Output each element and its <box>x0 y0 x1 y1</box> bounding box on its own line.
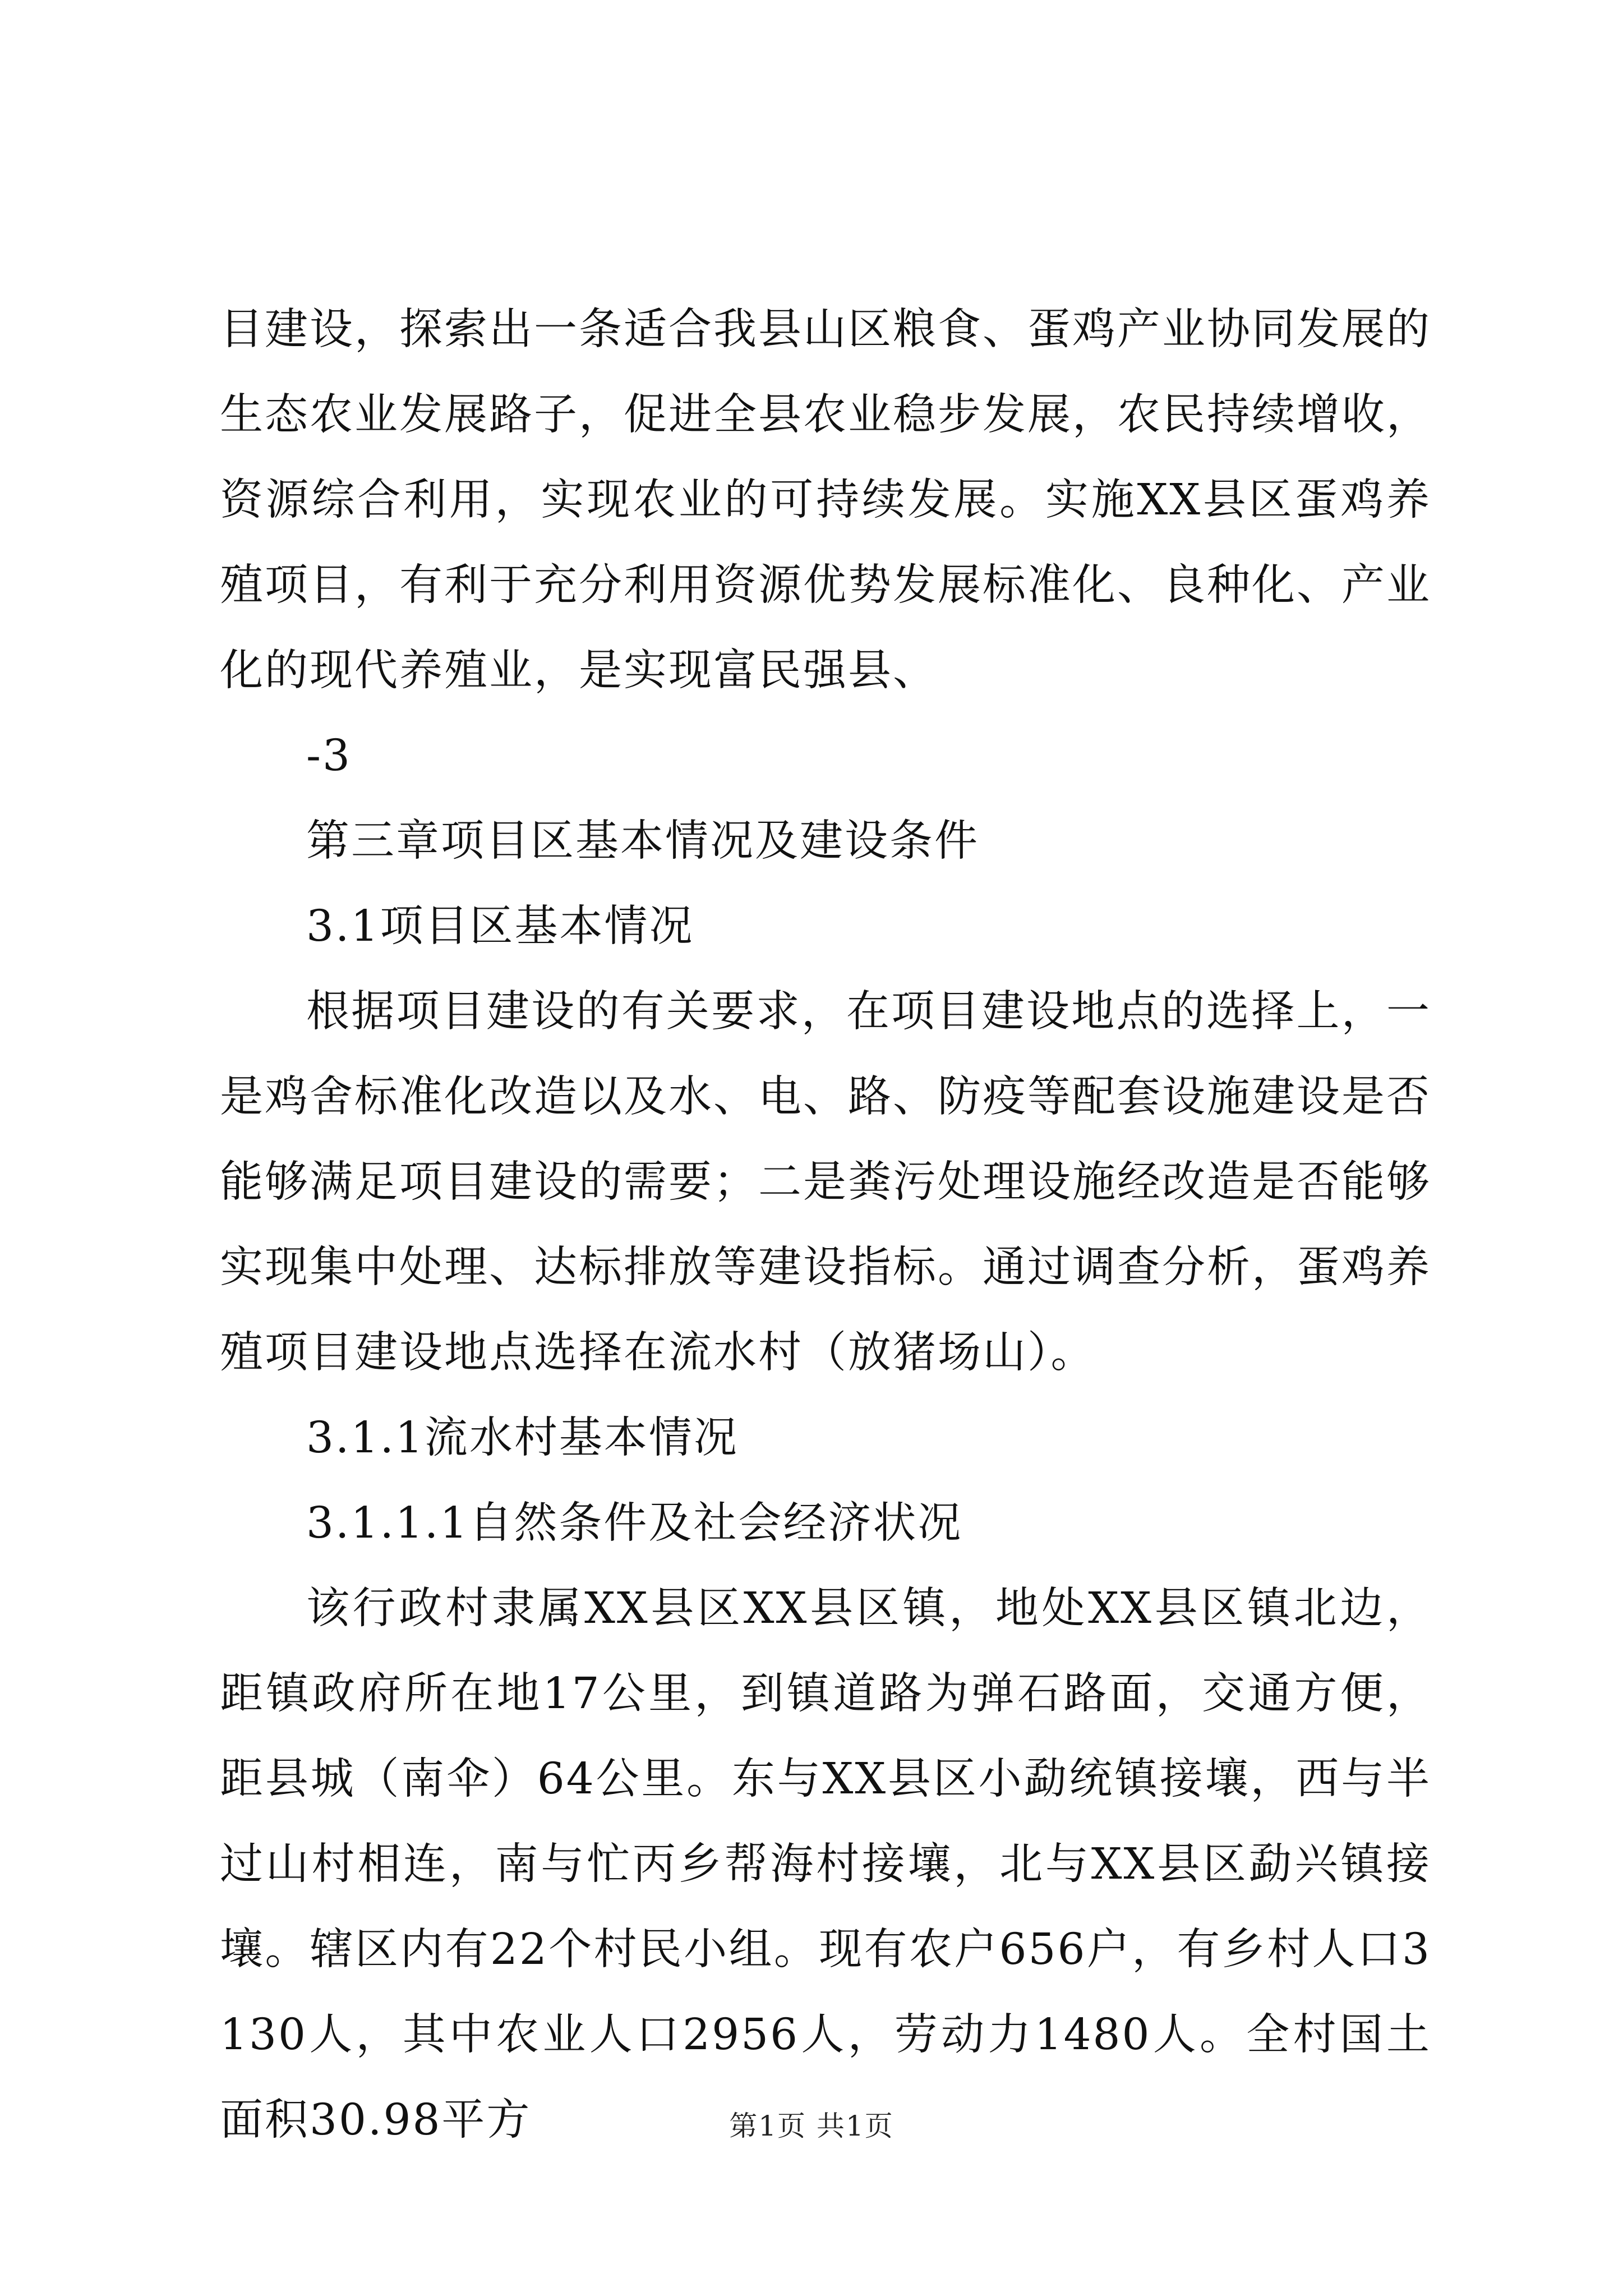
page-marker: -3 <box>306 731 352 781</box>
document-body <box>220 287 1431 2163</box>
paragraph-project-significance: 目建设，探索出一条适合我县山区粮食、蛋鸡产业协同发展的生态农业发展路子，促进全县农业稳步发展，农民持续增收，资源综合利用，实现农业的可持续发展。实施XX县区蛋鸡养殖项目，有利于充分利用资源优势发展标准化、良种化、产业化的现代养殖业，是实现富民强县、 <box>220 305 1431 696</box>
subsection-heading: 3.1.1流水村基本情况 <box>306 1413 739 1463</box>
chapter-heading: 第三章项目区基本情况及建设条件 <box>306 816 979 866</box>
subsubsection-heading: 3.1.1.1自然条件及社会经济状况 <box>306 1498 963 1548</box>
paragraph-site-selection: 根据项目建设的有关要求，在项目建设地点的选择上，一是鸡舍标准化改造以及水、电、路、防疫等配套设施建设是否能够满足项目建设的需要；二是粪污处理设施经改造是否能够实现集中处理、达标排放等建设指标。通过调查分析，蛋鸡养殖项目建设地点选择在流水村（放猪场山）。 <box>220 987 1431 1378</box>
paragraph-village-overview: 该行政村隶属XX县区XX县区镇，地处XX县区镇北边，距镇政府所在地17公里，到镇道路为弹石路面，交通方便，距县城（南伞）64公里。东与XX县区小勐统镇接壤，西与半过山村相连，南与忙丙乡帮海村接壤，北与XX县区勐兴镇接壤。辖区内有22个村民小组。现有农户656户，有乡村人口3130人，其中农业人口2956人，劳动力1480人。全村国土面积30.98平方 <box>220 1584 1431 2145</box>
section-heading: 3.1项目区基本情况 <box>306 901 694 951</box>
page-number: 第1页 共1页 <box>729 2110 894 2142</box>
